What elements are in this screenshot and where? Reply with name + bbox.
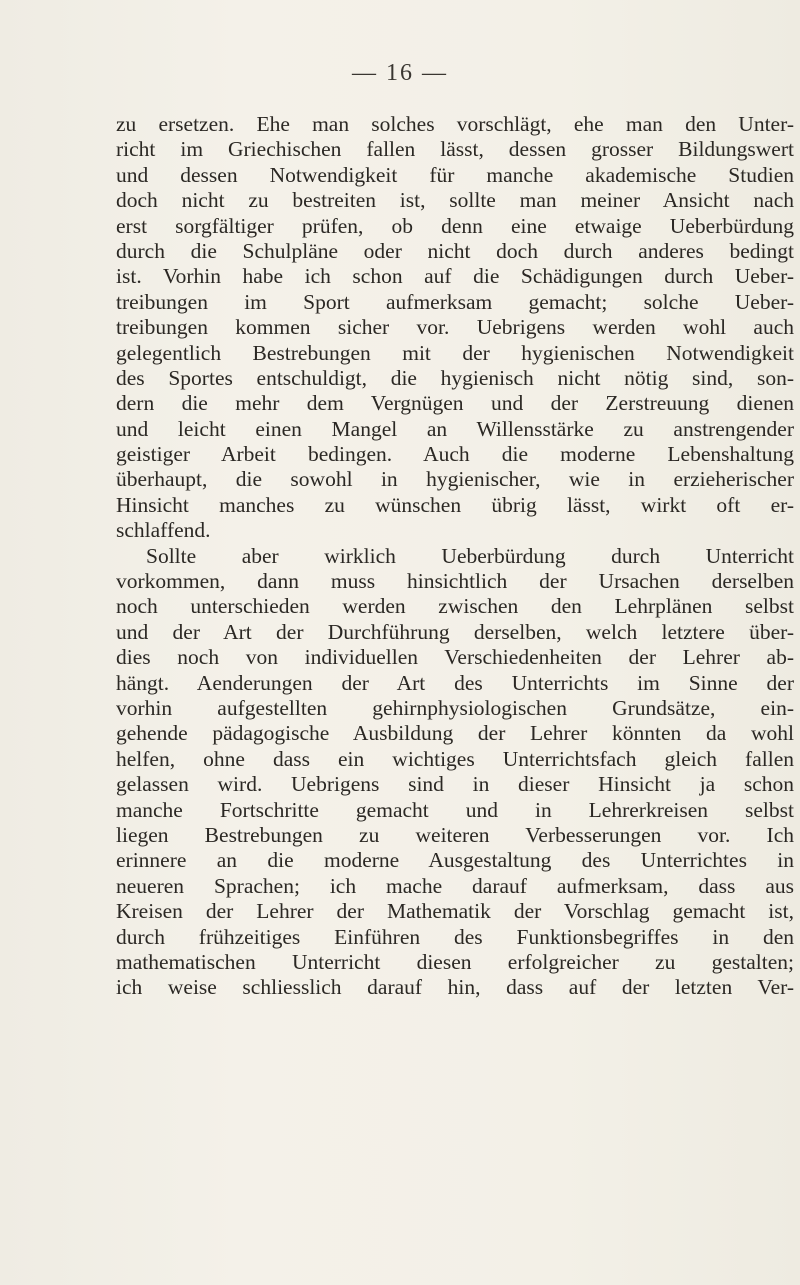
body-text — [116, 112, 794, 1001]
text-line: und leicht einen Mangel an Willensstärke zu anstrengender — [116, 416, 794, 441]
text-line: liegen Bestrebungen zu weiteren Verbesserungen vor. Ich — [116, 822, 794, 847]
text-line: und der Art der Durchführung derselben, welch letztere über- — [116, 619, 794, 644]
text-line: erinnere an die moderne Ausgestaltung des Unterrichtes in — [116, 848, 794, 873]
text-line: ich weise schliesslich darauf hin, dass auf der letzten Ver- — [116, 975, 794, 1000]
text-line: dern die mehr dem Vergnügen und der Zerstreuung dienen — [116, 391, 794, 416]
text-line: hängt. Aenderungen der Art des Unterrichts im Sinne der — [116, 670, 794, 695]
text-line: treibungen kommen sicher vor. Uebrigens werden wohl auch — [116, 315, 794, 340]
text-line: vorkommen, dann muss hinsichtlich der Ursachen derselben — [116, 569, 794, 594]
text-line: durch frühzeitiges Einführen des Funktionsbegriffes in den — [116, 924, 794, 949]
text-line: noch unterschieden werden zwischen den Lehrplänen selbst — [116, 594, 794, 619]
text-line: neueren Sprachen; ich mache darauf aufmerksam, dass aus — [116, 873, 794, 898]
text-line: treibungen im Sport aufmerksam gemacht; solche Ueber- — [116, 289, 794, 314]
text-line: doch nicht zu bestreiten ist, sollte man meiner Ansicht nach — [116, 188, 794, 213]
text-line: zu ersetzen. Ehe man solches vorschlägt, ehe man den Unter- — [116, 112, 794, 136]
text-line: Kreisen der Lehrer der Mathematik der Vorschlag gemacht ist, — [116, 899, 794, 924]
text-line: mathematischen Unterricht diesen erfolgreicher zu gestalten; — [116, 949, 794, 974]
text-line: des Sportes entschuldigt, die hygienisch nicht nötig sind, son- — [116, 365, 794, 390]
text-line: schlaffend. — [116, 518, 211, 543]
text-line: geistiger Arbeit bedingen. Auch die moderne Lebenshaltung — [116, 442, 794, 467]
text-line: manche Fortschritte gemacht und in Lehrerkreisen selbst — [116, 797, 794, 822]
text-line: und dessen Notwendigkeit für manche akademische Studien — [116, 162, 794, 187]
text-line: überhaupt, die sowohl in hygienischer, wie in erzieherischer — [116, 467, 794, 492]
text-line: gelegentlich Bestrebungen mit der hygienischen Notwendigkeit — [116, 340, 794, 365]
text-line: Hinsicht manches zu wünschen übrig lässt, wirkt oft er- — [116, 492, 794, 517]
text-line: ist. Vorhin habe ich schon auf die Schädigungen durch Ueber- — [116, 264, 794, 289]
text-line: durch die Schulpläne oder nicht doch durch anderes bedingt — [116, 238, 794, 263]
paragraph-2 — [116, 544, 794, 1001]
text-line: erst sorgfältiger prüfen, ob denn eine etwaige Ueberbürdung — [116, 213, 794, 238]
text-line: dies noch von individuellen Verschiedenheiten der Lehrer ab- — [116, 645, 794, 670]
text-line: gelassen wird. Uebrigens sind in dieser Hinsicht ja schon — [116, 772, 794, 797]
text-line: Sollte aber wirklich Ueberbürdung durch Unterricht — [146, 543, 794, 568]
paragraph-1 — [116, 112, 794, 544]
page-number: — 16 — — [352, 60, 448, 86]
text-line: vorhin aufgestellten gehirnphysiologischen Grundsätze, ein- — [116, 695, 794, 720]
text-line: helfen, ohne dass ein wichtiges Unterrichtsfach gleich fallen — [116, 746, 794, 771]
text-line: gehende pädagogische Ausbildung der Lehrer könnten da wohl — [116, 721, 794, 746]
text-line: richt im Griechischen fallen lässt, dessen grosser Bildungswert — [116, 137, 794, 162]
